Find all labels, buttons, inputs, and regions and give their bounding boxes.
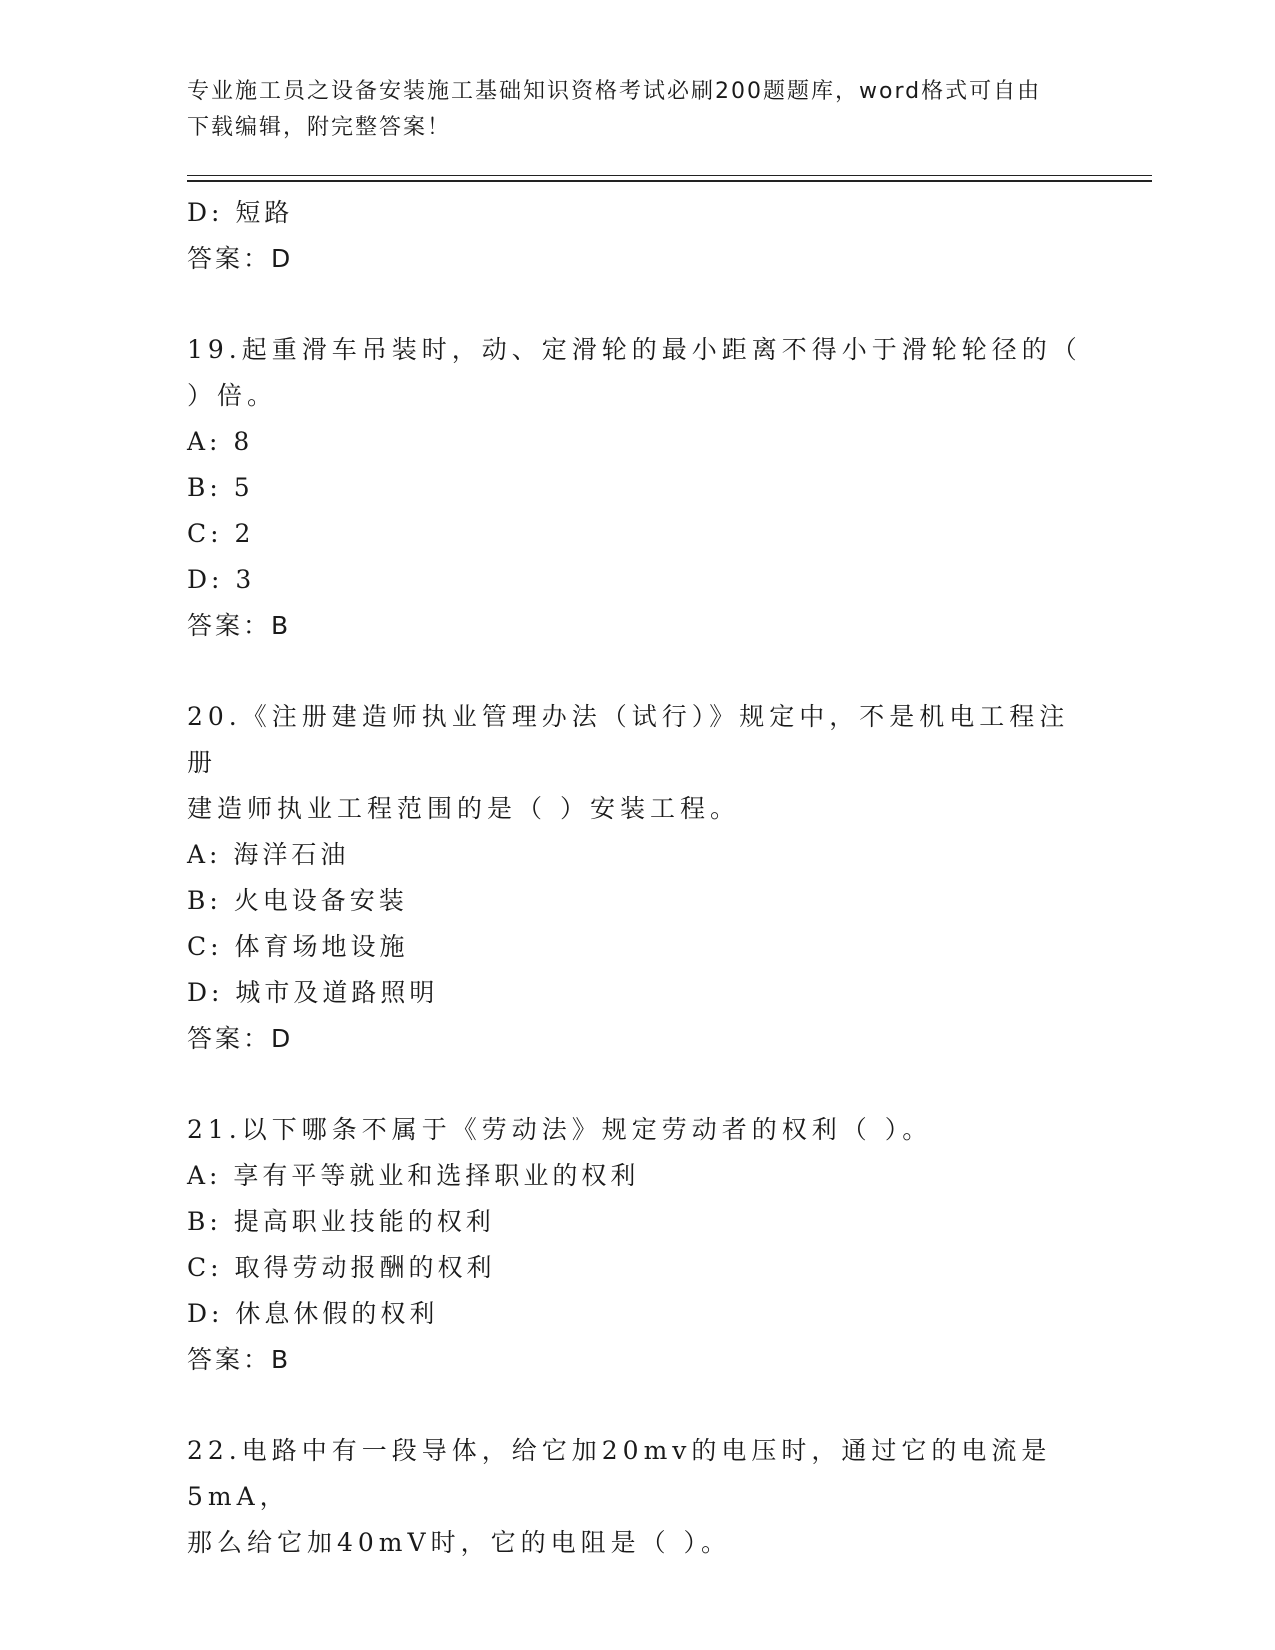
header-line-2: 下载编辑，附完整答案！ [187, 115, 452, 140]
header-line-1: 专业施工员之设备安装施工基础知识资格考试必刷200题题库，word格式可自由 [187, 79, 1042, 104]
question-stem-continued: 那么给它加40mV时，它的电阻是（ ）。 [187, 1528, 732, 1557]
header-divider-thick [187, 180, 1152, 182]
question-stem-continued: ）倍。 [187, 381, 278, 410]
question-stem: 20.《注册建造师执业管理办法（试行）》规定中，不是机电工程注册 [187, 702, 1070, 777]
question-list [187, 190, 1087, 1566]
question-21 [187, 1107, 1087, 1383]
option-d: D: 城市及道路照明 [187, 978, 439, 1007]
option-d: D: 3 [187, 565, 256, 594]
document-header [187, 74, 1087, 146]
option-a: A: 享有平等就业和选择职业的权利 [187, 1161, 640, 1190]
option-d: D: 休息休假的权利 [187, 1299, 439, 1328]
header-divider-thin [187, 175, 1152, 176]
option-c: C: 2 [187, 519, 255, 548]
option-b: B: 火电设备安装 [187, 886, 408, 915]
option-c: C: 取得劳动报酬的权利 [187, 1253, 496, 1282]
answer-line: 答案：D [187, 1024, 294, 1053]
option-b: B: 提高职业技能的权利 [187, 1207, 495, 1236]
question-stem: 21.以下哪条不属于《劳动法》规定劳动者的权利（ ）。 [187, 1115, 933, 1144]
answer-line: 答案：B [187, 1345, 292, 1374]
question-19 [187, 327, 1087, 649]
option-b: B: 5 [187, 473, 254, 502]
answer-line: 答案：B [187, 611, 292, 640]
question-20 [187, 694, 1087, 1062]
option-d: D: 短路 [187, 198, 294, 227]
question-stem: 22.电路中有一段导体，给它加20mv的电压时，通过它的电流是5mA， [187, 1436, 1052, 1511]
option-a: A: 海洋石油 [187, 840, 350, 869]
option-a: A: 8 [187, 427, 254, 456]
option-c: C: 体育场地设施 [187, 932, 409, 961]
question-22 [187, 1428, 1087, 1566]
question-stem: 19.起重滑车吊装时，动、定滑轮的最小距离不得小于滑轮轮径的（ [187, 335, 1082, 364]
answer-line: 答案：D [187, 244, 294, 273]
question-stem-continued: 建造师执业工程范围的是（ ）安装工程。 [187, 794, 740, 823]
